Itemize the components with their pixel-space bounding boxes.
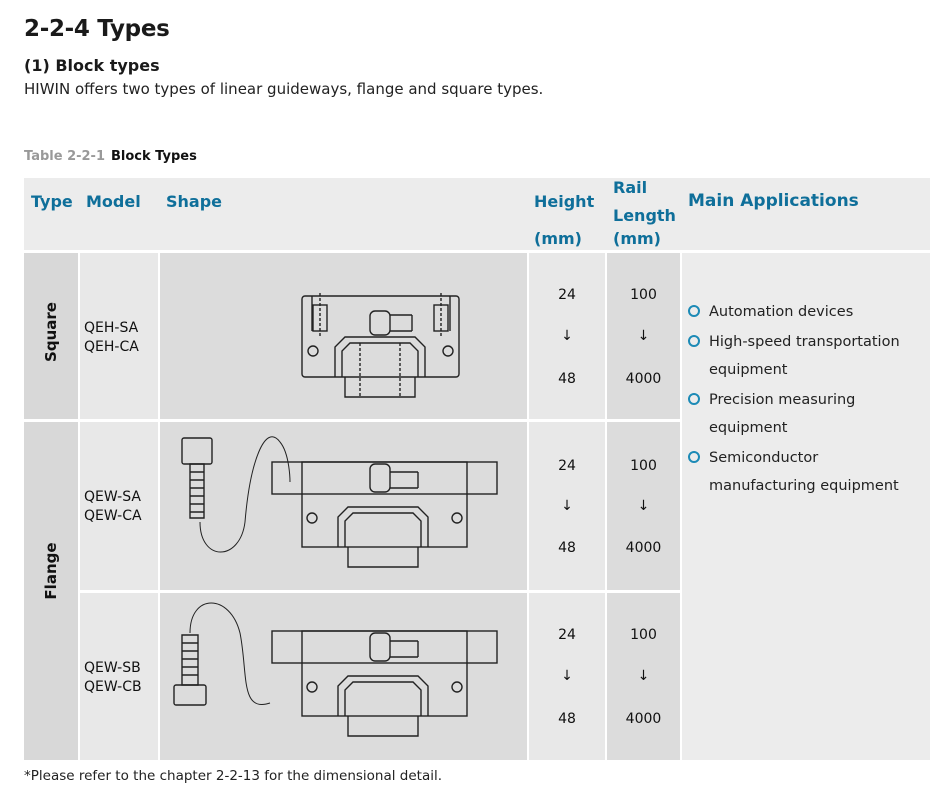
header-rail-1: Rail <box>613 178 648 197</box>
model-list <box>84 488 142 526</box>
circle-bullet-icon <box>688 305 700 317</box>
section-intro: HIWIN offers two types of linear guideways, flange and square types. <box>24 80 544 98</box>
table-caption-title: Block Types <box>111 149 197 164</box>
height-cell-3 <box>529 593 605 760</box>
application-line: Precision measuring <box>709 392 856 408</box>
model-name: QEH-CA <box>84 339 139 355</box>
section-title: 2-2-4 Types <box>24 16 170 42</box>
application-line: Automation devices <box>709 304 854 320</box>
model-cell-2 <box>80 422 158 590</box>
header-height-2: (mm) <box>534 229 582 248</box>
circle-bullet-icon <box>688 451 700 463</box>
circle-bullet-icon <box>688 393 700 405</box>
rail-min: 100 <box>630 287 657 303</box>
table-caption-number: Table 2-2-1 <box>24 149 105 164</box>
height-max: 48 <box>558 711 576 727</box>
rail-min: 100 <box>630 627 657 643</box>
rail-max: 4000 <box>625 371 662 387</box>
rail-min: 100 <box>630 458 657 474</box>
height-min: 24 <box>558 287 576 303</box>
model-name: QEW-CA <box>84 508 142 524</box>
range-arrow: ↓ <box>637 498 650 514</box>
type-cell-square <box>24 253 78 419</box>
model-name: QEH-SA <box>84 320 139 336</box>
footnote: *Please refer to the chapter 2-2-13 for the dimensional detail. <box>24 768 443 784</box>
applications-list <box>688 298 918 502</box>
application-item <box>688 386 918 442</box>
height-min: 24 <box>558 627 576 643</box>
header-shape: Shape <box>166 192 223 211</box>
section-subtitle: (1) Block types <box>24 56 160 75</box>
application-item <box>688 298 918 326</box>
type-label-square: Square <box>42 302 60 362</box>
height-min: 24 <box>558 458 576 474</box>
model-name: QEW-CB <box>84 679 142 695</box>
range-arrow: ↓ <box>561 668 573 684</box>
range-arrow: ↓ <box>561 328 573 344</box>
model-name: QEW-SB <box>84 660 141 676</box>
height-max: 48 <box>558 540 576 556</box>
model-name: QEW-SA <box>84 489 141 505</box>
application-item <box>688 328 918 384</box>
header-model: Model <box>86 192 141 211</box>
model-cell-3 <box>80 593 158 760</box>
table-header <box>24 178 930 250</box>
square-block-drawing <box>160 253 527 419</box>
type-cell-flange <box>24 422 78 760</box>
shape-cell-2 <box>160 422 527 590</box>
application-line: High-speed transportation <box>709 334 900 350</box>
height-cell-2 <box>529 422 605 590</box>
flange-bottom-block-drawing <box>160 593 527 760</box>
header-rail-3: (mm) <box>613 229 661 248</box>
table-caption <box>24 149 197 164</box>
range-arrow: ↓ <box>637 668 650 684</box>
application-line: equipment <box>709 420 788 436</box>
application-item <box>688 444 918 500</box>
flange-block-drawing <box>160 422 527 590</box>
header-rail-2: Length <box>613 206 676 225</box>
shape-cell-3 <box>160 593 527 760</box>
height-cell-1 <box>529 253 605 419</box>
shape-cell-1 <box>160 253 527 419</box>
type-label-flange: Flange <box>42 542 60 600</box>
model-list <box>84 319 139 357</box>
application-line: manufacturing equipment <box>709 478 899 494</box>
application-line: Semiconductor <box>709 450 819 466</box>
rail-cell-2 <box>607 422 680 590</box>
range-arrow: ↓ <box>561 498 573 514</box>
circle-bullet-icon <box>688 335 700 347</box>
application-line: equipment <box>709 362 788 378</box>
rail-max: 4000 <box>625 540 662 556</box>
rail-cell-3 <box>607 593 680 760</box>
header-type: Type <box>31 192 73 211</box>
header-height-1: Height <box>534 192 595 211</box>
model-cell-1 <box>80 253 158 419</box>
model-list <box>84 659 142 697</box>
rail-cell-1 <box>607 253 680 419</box>
rail-max: 4000 <box>625 711 662 727</box>
height-max: 48 <box>558 371 576 387</box>
range-arrow: ↓ <box>637 328 650 344</box>
header-apps: Main Applications <box>688 191 859 211</box>
